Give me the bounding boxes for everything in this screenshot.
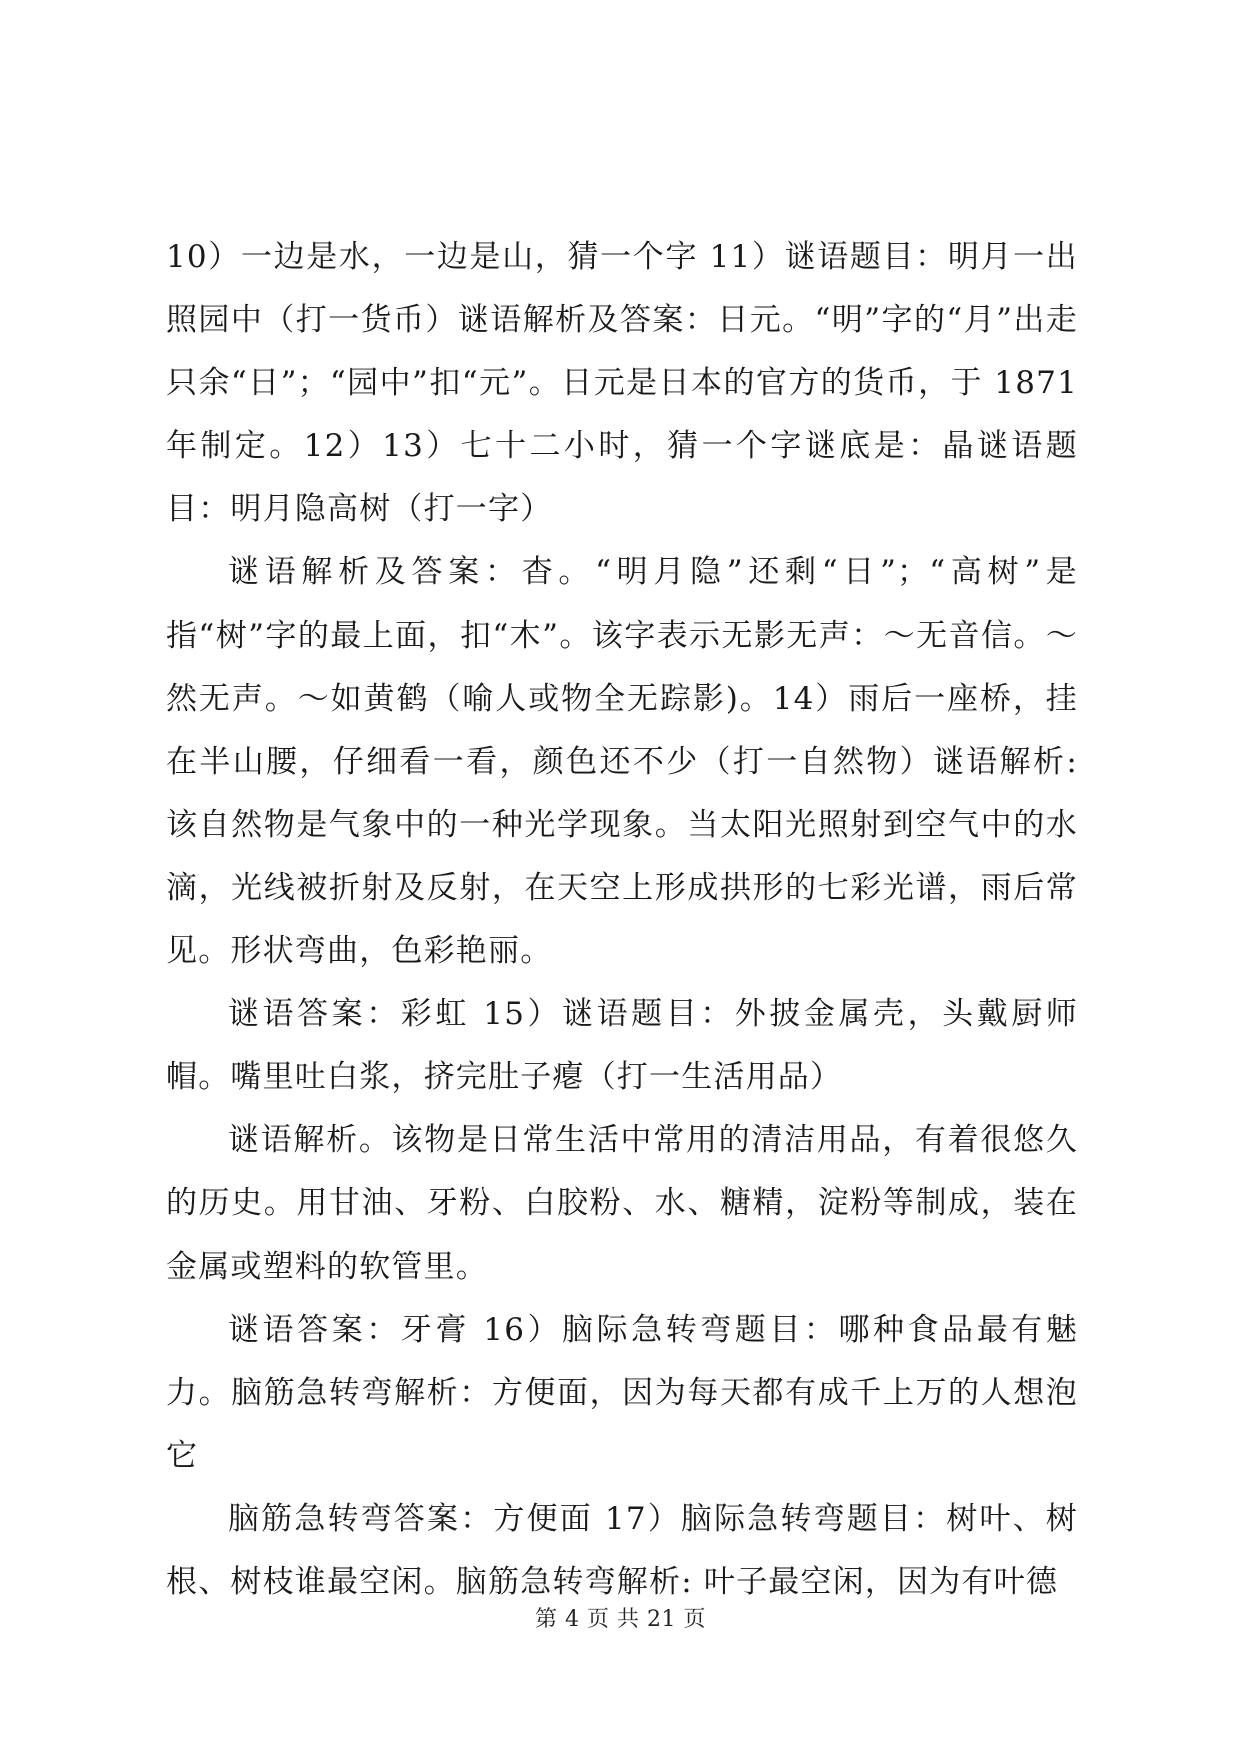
paragraph-4: 谜语解析。该物是日常生活中常用的清洁用品，有着很悠久的历史。用甘油、牙粉、白胶粉、水、糖精，淀粉等制成，装在金属或塑料的软管里。 (166, 1122, 1078, 1285)
paragraph-6: 脑筋急转弯答案：方便面 17）脑际急转弯题目：树叶、树根、树枝谁最空闲。脑筋急转弯解析: 叶子最空闲，因为有叶德 (166, 1500, 1078, 1600)
paragraph-5: 谜语答案：牙膏 16）脑际急转弯题目：哪种食品最有魅力。脑筋急转弯解析：方便面，因为每天都有成千上万的人想泡它 (166, 1311, 1078, 1474)
paragraph-2: 谜语解析及答案：杳。“明月隐”还剩“日”；“高树”是指“树”字的最上面，扣“木”。该字表示无影无声：～无音信。～然无声。～如黄鹤（喻人或物全无踪影)。14）雨后一座桥，挂在半山腰，仔细看一看，颜色还不少（打一自然物）谜语解析: 该自然物是气象中的一种光学现象。当太阳光照射到空气中的水滴，光线被折射及反射，在天空上形成拱形的七彩光谱，雨后常见。形状弯曲，色彩艳丽。 (166, 554, 1078, 970)
paragraph-1: 10）一边是水，一边是山，猜一个字 11）谜语题目：明月一出照园中（打一货币）谜语解析及答案：日元。“明”字的“月”出走只余“日”；“园中”扣“元”。日元是日本的官方的货币，于 1871 年制定。12）13）七十二小时，猜一个字谜底是：晶谜语题目：明月隐高树（打一字） (166, 239, 1078, 528)
page-footer: 第 4 页 共 21 页 (535, 1607, 706, 1632)
body-text (166, 226, 1078, 1614)
paragraph-3: 谜语答案：彩虹 15）谜语题目：外披金属壳，头戴厨师帽。嘴里吐白浆，挤完肚子瘪（打一生活用品） (166, 996, 1078, 1096)
